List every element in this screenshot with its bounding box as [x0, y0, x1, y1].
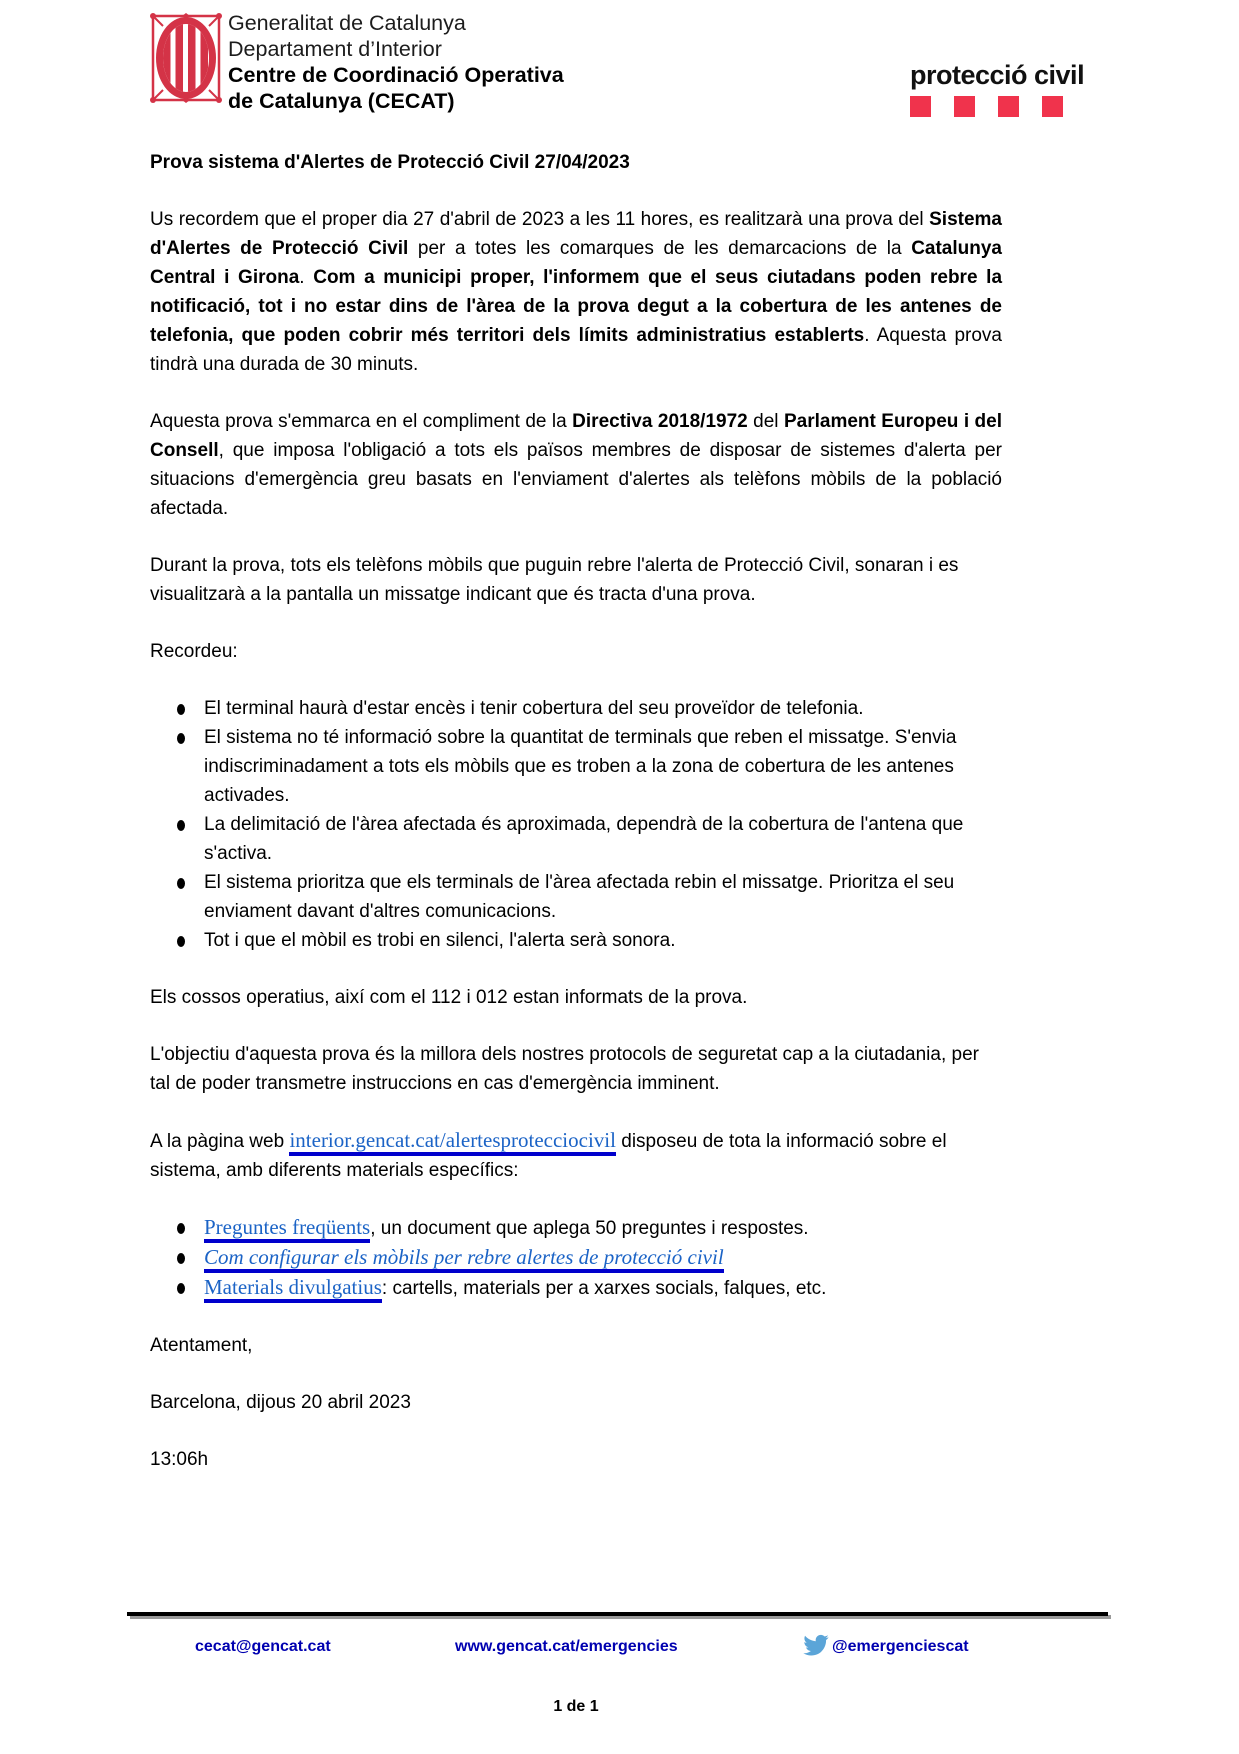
list-item: La delimitació de l'àrea afectada és aproximada, dependrà de la cobertura de l'antena que s'activa. — [204, 810, 1002, 868]
page-number: 1 de 1 — [553, 1698, 599, 1715]
text-segment: , un document que aplega 50 preguntes i respostes. — [370, 1218, 809, 1239]
paragraph-web — [150, 1126, 1002, 1185]
document-body — [150, 148, 1002, 1502]
paragraph-directiva — [150, 407, 1002, 523]
twitter-icon — [803, 1632, 829, 1658]
list-item: El sistema prioritza que els terminals de l'àrea afectada rebin el missatge. Prioritza el seu enviament davant d'altres comunicacions. — [204, 868, 1002, 926]
document-title: Prova sistema d'Alertes de Protecció Civil 27/04/2023 — [150, 152, 630, 173]
document-link[interactable]: Materials divulgatius — [204, 1275, 382, 1303]
proteccio-civil-logo-text: protecció civil — [910, 60, 1085, 90]
paragraph-time: 13:06h — [150, 1449, 209, 1470]
text-segment: Catalunya Central i Girona — [150, 238, 1002, 288]
paragraph-durant: Durant la prova, tots els telèfons mòbils que puguin rebre l'alerta de Protecció Civil, sonaran i es visualitzarà a la pantalla un missatge indicant que és tracta d'una prova. — [150, 555, 959, 605]
text-segment: del — [747, 411, 784, 432]
paragraph-prova — [150, 205, 1002, 379]
paragraph-place-date: Barcelona, dijous 20 abril 2023 — [150, 1392, 411, 1413]
text-segment: . Aquesta prova tindrà una durada de 30 minuts. — [150, 325, 1002, 375]
org-line-cecat: de Catalunya (CECAT) — [228, 89, 455, 113]
red-square-icon — [1042, 96, 1063, 117]
header-org-block — [228, 10, 564, 114]
paragraph-closing: Atentament, — [150, 1335, 253, 1356]
text-segment: A la pàgina web — [150, 1131, 290, 1152]
text-segment: Com a municipi proper, l'informem que el seus ciutadans poden rebre la notificació, tot i no estar dins de l'àrea de la prova degut a la cobertura de les antenes de telefonia, que poden cobrir més territori dels límits administratius establerts — [150, 267, 1003, 346]
document-link[interactable]: interior.gencat.cat/alertesprotecciocivil — [289, 1128, 616, 1156]
footer-website-link[interactable]: www.gencat.cat/emergencies — [455, 1638, 678, 1655]
paragraph-objectiu: L'objectiu d'aquesta prova és la millora dels nostres protocols de seguretat cap a la ciutadania, per tal de poder transmetre instruccions en cas d'emergència imminent. — [150, 1044, 979, 1094]
list-item: Tot i que el mòbil es trobi en silenci, l'alerta serà sonora. — [204, 926, 1002, 955]
proteccio-civil-squares-icon — [910, 96, 1084, 117]
text-segment: Directiva 2018/1972 — [572, 411, 748, 432]
text-segment: Us recordem que el proper dia 27 d'abril de 2023 a les 11 hores, es realitzarà una prova del — [150, 209, 930, 230]
recordeu-bullet-list — [150, 694, 1002, 955]
text-segment: : cartells, materials per a xarxes socials, falques, etc. — [381, 1278, 827, 1299]
document-link[interactable]: Com configurar els mòbils per rebre alertes de protecció civil — [204, 1245, 724, 1273]
text-segment: disposeu de tota la informació sobre el sistema, amb diferents materials específics: — [150, 1131, 947, 1181]
org-line-generalitat: Generalitat de Catalunya — [228, 11, 466, 35]
text-segment: Aquesta prova s'emmarca en el compliment de la — [150, 411, 573, 432]
paragraph-cossos: Els cossos operatius, així com el 112 i 012 estan informats de la prova. — [150, 987, 748, 1008]
footer-divider — [127, 1612, 1108, 1616]
text-segment: Sistema d'Alertes de Protecció Civil — [150, 209, 1002, 259]
proteccio-civil-logo — [910, 60, 1084, 117]
list-item — [204, 1213, 1002, 1243]
red-square-icon — [954, 96, 975, 117]
list-item — [204, 1243, 1002, 1273]
text-segment: per a totes les comarques de les demarcacions de la — [408, 238, 912, 259]
text-segment: . — [299, 267, 314, 288]
red-square-icon — [998, 96, 1019, 117]
generalitat-seal-icon — [150, 8, 222, 108]
org-line-centre: Centre de Coordinació Operativa — [228, 63, 564, 87]
document-link[interactable]: Preguntes freqüents — [204, 1215, 370, 1243]
text-segment: , que imposa l'obligació a tots els països membres de disposar de sistemes d'alerta per situacions d'emergència greu basats en l'enviament d'alertes als telèfons mòbils de la població afectada. — [150, 440, 1002, 519]
materials-link-list — [150, 1213, 1002, 1303]
org-line-departament: Departament d’Interior — [228, 37, 442, 61]
list-item: El sistema no té informació sobre la quantitat de terminals que reben el missatge. S'envia indiscriminadament a tots els mòbils que es troben a la zona de cobertura de les antenes activades. — [204, 723, 1002, 810]
red-square-icon — [910, 96, 931, 117]
list-item: El terminal haurà d'estar encès i tenir cobertura del seu proveïdor de telefonia. — [204, 694, 1002, 723]
text-segment: Parlament Europeu i del Consell — [150, 411, 1003, 461]
footer-email-link[interactable]: cecat@gencat.cat — [195, 1638, 331, 1655]
paragraph-recordeu-label: Recordeu: — [150, 641, 238, 662]
list-item — [204, 1273, 1002, 1303]
footer-twitter-link[interactable]: @emergenciescat — [832, 1638, 969, 1655]
